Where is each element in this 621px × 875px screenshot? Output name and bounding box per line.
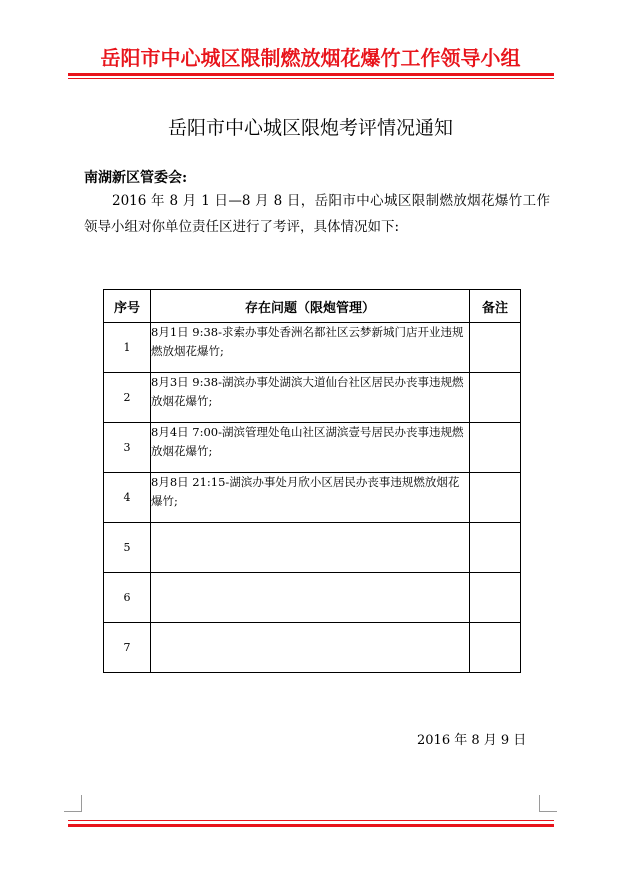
- body-paragraph: 2016 年 8 月 1 日—8 月 8 日，岳阳市中心城区限制燃放烟花爆竹工作领导小组对你单位责任区进行了考评，具体情况如下:: [84, 193, 550, 235]
- issue-date: 2016 年 8 月 9 日: [417, 733, 527, 748]
- row-no: 7: [104, 623, 151, 673]
- header-issue: 存在问题（限炮管理）: [151, 290, 470, 323]
- issues-table: [103, 289, 521, 673]
- row-issue: 8月4日 7:00-湖滨管理处龟山社区湖滨壹号居民办丧事违规燃放烟花爆竹;: [151, 423, 470, 473]
- row-issue: 8月8日 21:15-湖滨办事处月欣小区居民办丧事违规燃放烟花爆竹;: [151, 473, 470, 523]
- margin-mark-left-horizontal: [64, 811, 82, 812]
- table-row: [104, 473, 521, 523]
- row-note: [470, 323, 521, 373]
- row-note: [470, 523, 521, 573]
- table-row: [104, 423, 521, 473]
- addressee: 南湖新区管委会:: [84, 170, 188, 186]
- row-issue: [151, 623, 470, 673]
- header-rule-thick: [68, 73, 554, 76]
- row-no: 1: [104, 323, 151, 373]
- issuer-header: 岳阳市中心城区限制燃放烟花爆竹工作领导小组: [100, 46, 521, 70]
- margin-mark-right-horizontal: [539, 811, 557, 812]
- row-note: [470, 423, 521, 473]
- row-note: [470, 623, 521, 673]
- row-issue: 8月1日 9:38-求索办事处香洲名都社区云梦新城门店开业违规燃放烟花爆竹;: [151, 323, 470, 373]
- table-row: [104, 373, 521, 423]
- table-row: [104, 323, 521, 373]
- row-no: 3: [104, 423, 151, 473]
- document-title: 岳阳市中心城区限炮考评情况通知: [167, 117, 453, 139]
- row-note: [470, 473, 521, 523]
- header-no: 序号: [104, 290, 151, 323]
- table-header-row: [104, 290, 521, 323]
- row-no: 2: [104, 373, 151, 423]
- header-note: 备注: [470, 290, 521, 323]
- row-note: [470, 573, 521, 623]
- row-issue: [151, 573, 470, 623]
- row-note: [470, 373, 521, 423]
- margin-mark-left-vertical: [64, 795, 82, 812]
- header-rule-thin: [68, 78, 554, 79]
- row-issue: 8月3日 9:38-湖滨办事处湖滨大道仙台社区居民办丧事违规燃放烟花爆竹;: [151, 373, 470, 423]
- row-no: 4: [104, 473, 151, 523]
- margin-mark-right-vertical: [539, 795, 540, 812]
- row-no: 5: [104, 523, 151, 573]
- row-no: 6: [104, 573, 151, 623]
- row-issue: [151, 523, 470, 573]
- footer-rule-thin: [68, 820, 554, 821]
- table-row: [104, 523, 521, 573]
- footer-rule-thick: [68, 824, 554, 827]
- table-row: [104, 573, 521, 623]
- table-row: [104, 623, 521, 673]
